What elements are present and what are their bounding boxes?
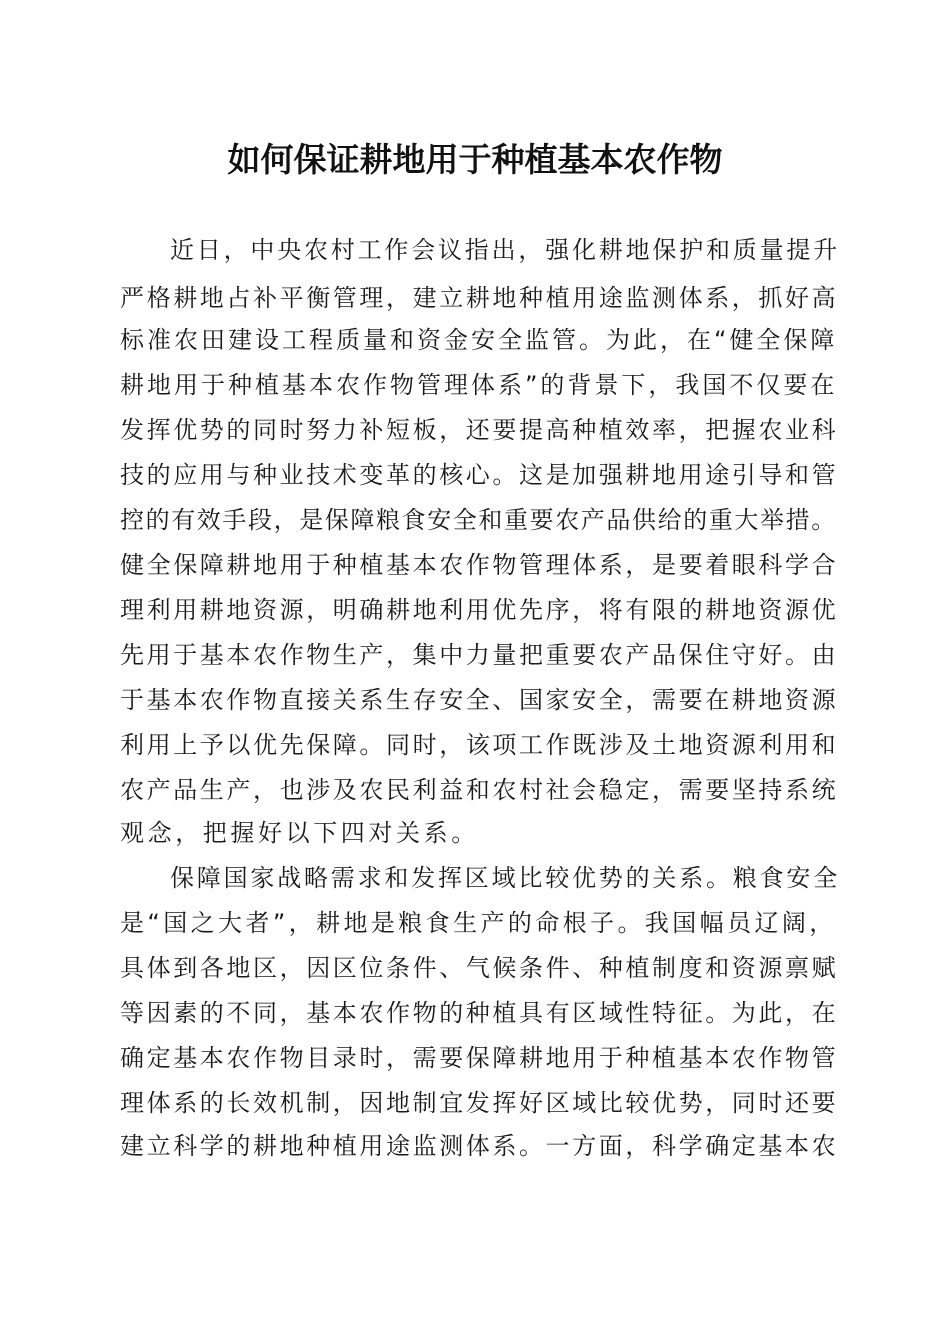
text-line: 耕地用于种植基本农作物管理体系”的背景下，我国不仅要在 (120, 371, 838, 399)
text-line: 理体系的长效机制，因地制宜发挥好区域比较优势，同时还要 (120, 1089, 839, 1117)
text-line: 确定基本农作物目录时，需要保障耕地用于种植基本农作物管 (120, 1044, 839, 1072)
text-line: 观念，把握好以下四对关系。 (120, 819, 479, 847)
text-line: 健全保障耕地用于种植基本农作物管理体系，是要着眼科学合 (120, 551, 839, 579)
text-line: 是“国之大者”，耕地是粮食生产的命根子。我国幅员辽阔， (120, 909, 837, 937)
text-line: 农产品生产，也涉及农民利益和农村社会稳定，需要坚持系统 (120, 776, 839, 804)
text-line: 发挥优势的同时努力补短板，还要提高种植效率，把握农业科 (120, 416, 839, 444)
text-line: 利用上予以优先保障。同时，该项工作既涉及土地资源利用和 (120, 731, 839, 759)
text-line: 先用于基本农作物生产，集中力量把重要农产品保住守好。由 (120, 641, 839, 669)
page-title: 如何保证耕地用于种植基本农作物 (227, 140, 723, 179)
text-line: 具体到各地区，因区位条件、气候条件、种植制度和资源禀赋 (120, 954, 839, 982)
text-line: 标准农田建设工程质量和资金安全监管。为此，在“健全保障 (120, 326, 838, 354)
text-line: 于基本农作物直接关系生存安全、国家安全，需要在耕地资源 (120, 686, 839, 714)
text-line: 理利用耕地资源，明确耕地利用优先序，将有限的耕地资源优 (120, 596, 839, 624)
text-line: 近日，中央农村工作会议指出，强化耕地保护和质量提升 (170, 236, 840, 264)
text-line: 控的有效手段，是保障粮食安全和重要农产品供给的重大举措。 (120, 506, 837, 534)
text-line: 严格耕地占补平衡管理，建立耕地种植用途监测体系，抓好高 (120, 284, 839, 312)
text-line: 技的应用与种业技术变革的核心。这是加强耕地用途引导和管 (120, 461, 839, 489)
text-line: 建立科学的耕地种植用途监测体系。一方面，科学确定基本农 (120, 1132, 839, 1160)
text-line: 等因素的不同，基本农作物的种植具有区域性特征。为此，在 (120, 999, 839, 1027)
text-line: 保障国家战略需求和发挥区域比较优势的关系。粮食安全 (170, 864, 840, 892)
